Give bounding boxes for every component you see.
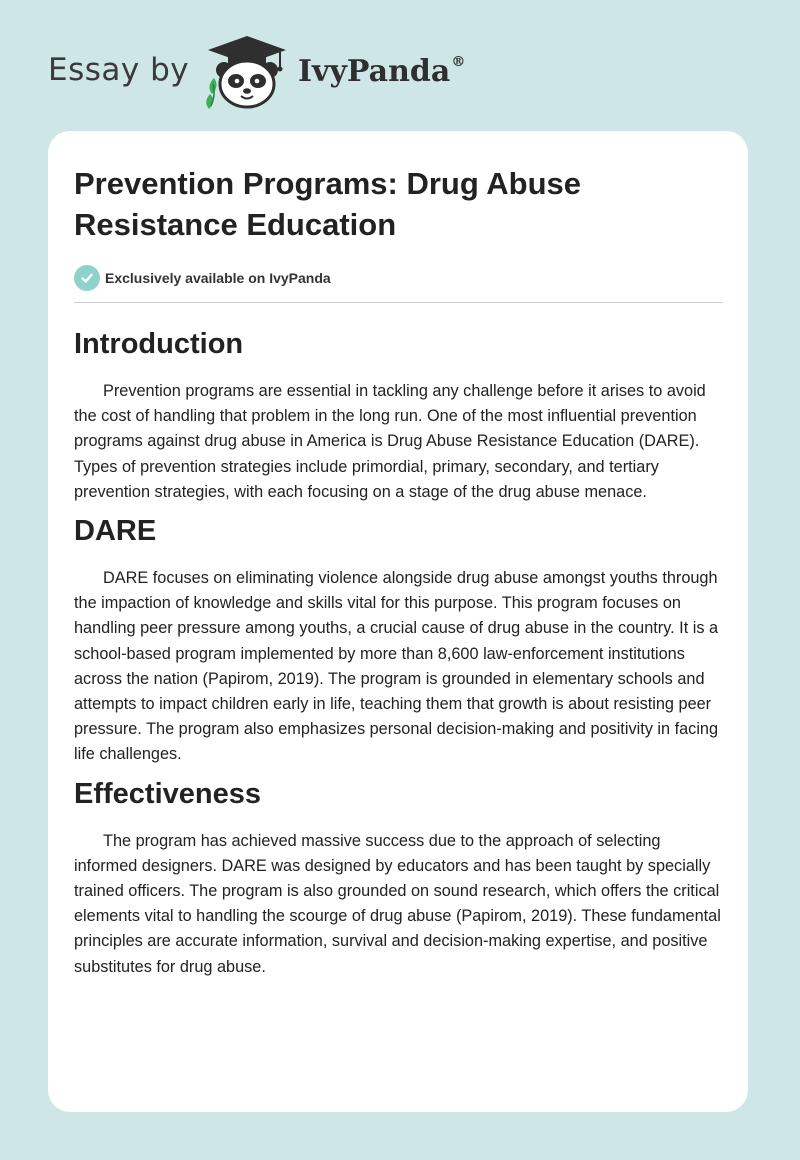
section-heading-dare: DARE: [74, 515, 157, 548]
section-text-effectiveness: The program has achieved massive success due to the approach of selecting informed designers. DARE was designed by educators and has been taught by specially trained officers. The program is also grounded on sound research, which offers the critical elements vital to handling the scourge of drug abuse (Papirom, 2019). These fundamental principles are accurate information, survival and decision-making expertise, and positive substitutes for drug abuse.: [74, 831, 721, 976]
exclusive-badge-label: Exclusively available on IvyPanda: [105, 270, 331, 286]
article-card: [48, 131, 748, 1112]
exclusive-badge: [74, 264, 723, 292]
brand-name[interactable]: [298, 54, 465, 89]
section-heading-effectiveness: Effectiveness: [74, 777, 261, 810]
check-icon: [74, 265, 100, 291]
section-text-introduction: Prevention programs are essential in tackling any challenge before it arises to avoid the cost of handling that problem in the long run. One of the most influential prevention programs against drug abuse in America is Drug Abuse Resistance Education (DARE). Types of prevention strategies include primordial, primary, secondary, and tertiary prevention strategies, with each focusing on a stage of the drug abuse menace.: [74, 382, 706, 501]
essay-by-label: Essay by: [48, 52, 190, 88]
section-text-dare: DARE focuses on eliminating violence alongside drug abuse amongst youths through the impaction of knowledge and skills vital for this purpose. This program focuses on handling peer pressure among youths, a crucial cause of drug abuse in the country. It is a school-based program implemented by more than 8,600 law-enforcement institutions across the nation (Papirom, 2019). The program is grounded in elementary schools and attempts to impact children early in life, teaching them that growth is about resisting peer pressure. The program also emphasizes personal decision-making and positivity in facing life challenges.: [74, 569, 719, 764]
brand-text: IvyPanda: [298, 54, 451, 89]
divider: [74, 302, 723, 303]
registered-mark: ®: [451, 54, 466, 70]
section-heading-introduction: Introduction: [74, 328, 244, 360]
site-header: [48, 34, 748, 114]
article-content: [74, 163, 723, 980]
article-title: Prevention Programs: Drug Abuse Resistance Education: [74, 166, 582, 242]
ivypanda-logo-icon[interactable]: [200, 34, 294, 110]
